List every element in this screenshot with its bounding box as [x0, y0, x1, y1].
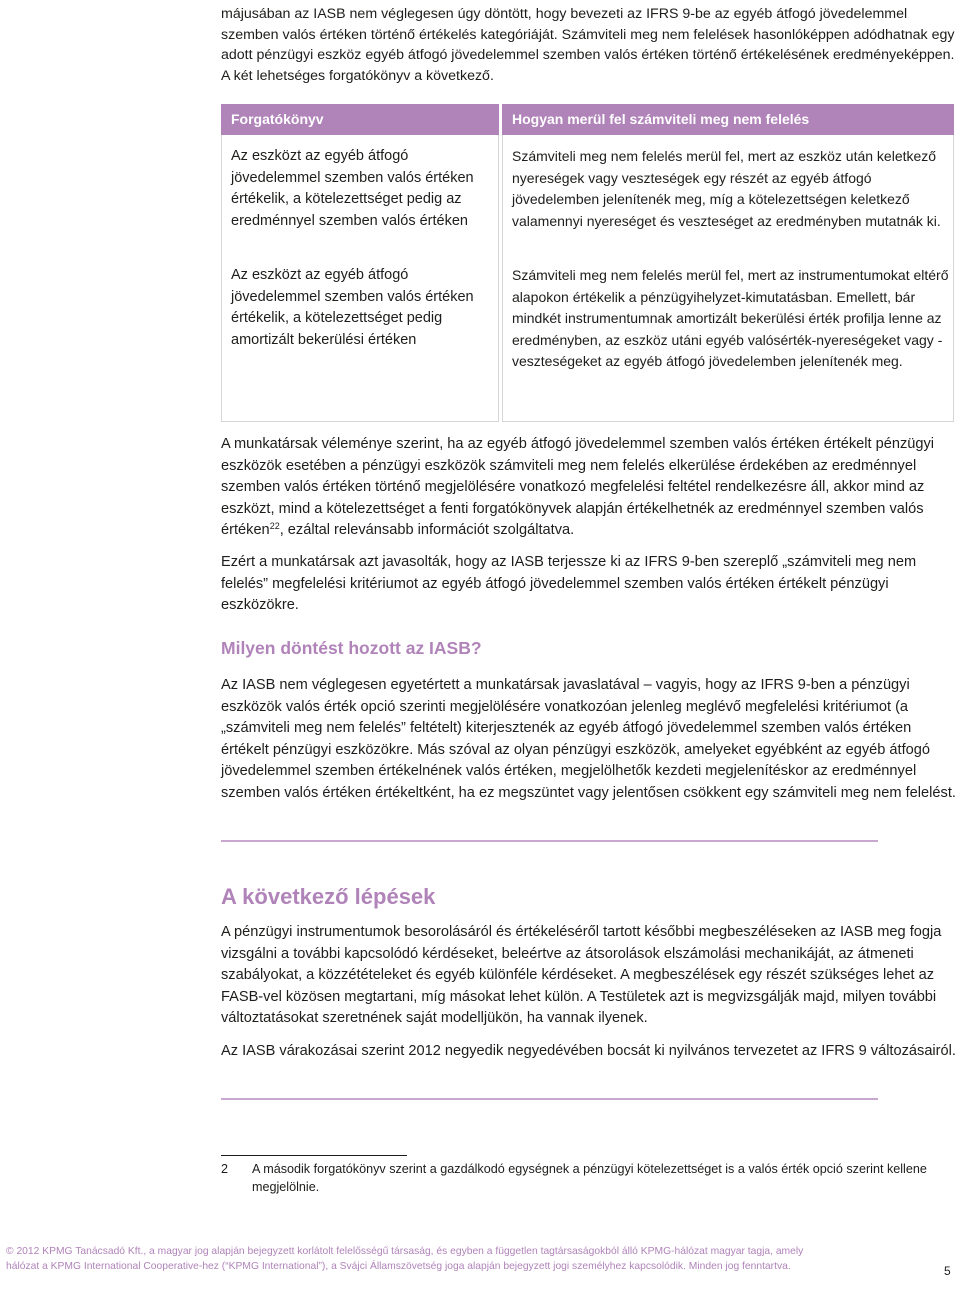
table-header-scenario: Forgatókönyv	[221, 104, 499, 135]
next-steps-heading: A következő lépések	[221, 884, 436, 909]
table-cell-mismatch-2: Számviteli meg nem felelés merül fel, mert az instrumentumokat eltérő alapokon értékelik a pénzügyihelyzet-kimutatásban. Emellett, bár mindkét instrumentumnak amortizált bekerülési érték profilja lenne az eredményben, az eszköz utáni egyéb valósérték-nyereségeket vagy -veszteségeket az egyéb átfogó jövedelemben jelenítenék meg.	[512, 267, 949, 370]
page-number: 5	[944, 1264, 951, 1278]
publication-paragraph: Az IASB várakozásai szerint 2012 negyedik negyedévében bocsát ki nyilvános tervezetet az IFRS 9 változásairól.	[221, 1043, 956, 1059]
footnote-text: A második forgatókönyv szerint a gazdálkodó egységnek a pénzügyi kötelezettséget is a valós érték opció szerint kellene megjelölnie.	[252, 1162, 927, 1194]
decision-paragraph: Az IASB nem véglegesen egyetértett a munkatársak javaslatával – vagyis, hogy az IFRS 9-ben a pénzügyi eszközök valós érték opció szerinti megjelölésére vonatkozóan jelenleg meglévő megfelelési kritériumot (a „számviteli meg nem felelés” feltételt) kiterjesztenék az egyéb átfogó jövedelemmel szemben valós értéken értékelt pénzügyi eszközökre. Más szóval az olyan pénzügyi eszközök, amelyeket egyébként az egyéb átfogó jövedelemmel szemben értékelnének valós értéken, megjelölhetők kezdeti megjelenítéskor az eredménnyel szemben valós értéken értékeltként, ha ez megszüntet vagy jelentősen csökkent egy számviteli meg nem felelést.	[221, 677, 956, 801]
table-cell-mismatch-1: Számviteli meg nem felelés merül fel, mert az eszköz után keletkező nyereségek vagy veszteségek egy részét az egyéb átfogó jövedelemben jelenítenék meg, míg a kötelezettségen keletkező valamennyi nyereséget és veszteséget az eredményben mutatnák ki.	[512, 148, 941, 229]
table-cell-scenario-1: Az eszközt az egyéb átfogó jövedelemmel szemben valós értéken értékelik, a kötelezettséget pedig az eredménnyel szemben valós értéken	[231, 148, 474, 229]
table-header-mismatch: Hogyan merül fel számviteli meg nem felelés	[502, 104, 954, 135]
staff-view-paragraph	[221, 434, 956, 542]
staff-proposal-paragraph: Ezért a munkatársak azt javasolták, hogy az IASB terjessze ki az IFRS 9-ben szereplő „számviteli meg nem felelés” megfelelési kritériumot az egyéb átfogó jövedelemmel szemben valós értéken értékelt pénzügyi eszközökre.	[221, 554, 917, 614]
staff-view-text: A munkatársak véleménye szerint, ha az egyéb átfogó jövedelemmel szemben valós értéken értékelt pénzügyi eszközök esetében a pénzügyi eszközök számviteli meg nem felelés elkerülése érdekében az eredménnyel szemben valós értéken történő megjelölésére vonatkozó megfelelési feltétel rendelkezésre áll, akkor mind az eszközt, mind a kötelezettséget a fenti forgatókönyvek alapján értékelhetnék az eredménnyel szemben valós értéken	[221, 436, 935, 539]
section-divider	[221, 840, 878, 842]
footnote-number: 2	[221, 1162, 229, 1176]
footnote-reference[interactable]: 22	[269, 521, 280, 532]
scenario-table	[221, 104, 954, 422]
footnote-separator	[221, 1155, 407, 1156]
intro-paragraph: májusában az IASB nem véglegesen úgy döntött, hogy bevezeti az IFRS 9-be az egyéb átfogó jövedelemmel szemben valós értéken történő értékelés kategóriáját. Számviteli meg nem felelések hasonlóképpen adódhatnak egy adott pénzügyi eszköz egyéb átfogó jövedelemmel szemben valós értéken történő értékelésének eredményeképpen. A két lehetséges forgatókönyv a következő.	[221, 6, 955, 84]
decision-heading: Milyen döntést hozott az IASB?	[221, 638, 482, 658]
section-divider	[221, 1098, 878, 1100]
copyright-footer: © 2012 KPMG Tanácsadó Kft., a magyar jog alapján bejegyzett korlátolt felelősségű társaság, és egyben a független tagtársaságokból álló KPMG-hálózat magyar tagja, amely hálózat a KPMG International Cooperative-hez (“KPMG International”), a Svájci Államszövetség joga alapján bejegyzett jogi személyhez kapcsolódik. Minden jog fenntartva.	[6, 1246, 804, 1273]
footnote	[221, 1161, 956, 1196]
table-cell-scenario-2: Az eszközt az egyéb átfogó jövedelemmel szemben valós értéken értékelik, a kötelezettséget pedig amortizált bekerülési értéken	[231, 267, 474, 348]
next-steps-paragraph: A pénzügyi instrumentumok besorolásáról és értékeléséről tartott későbbi megbeszéléseken az IASB meg fogja vizsgálni a további kapcsolódó kérdéseket, beleértve az átsorolások elszámolási mechanikáját, az átmeneti szabályokat, a közzétételeket és egyéb különféle kérdéseket. A megbeszélések egy részét szükséges lehet az FASB-vel közösen megtartani, míg másokat lehet külön. A Testületek azt is megvizsgálják majd, milyen további változtatásokat szeretnének saját modelljükön, ha vannak ilyenek.	[221, 924, 942, 1027]
staff-view-text-end: , ezáltal relevánsabb információt szolgáltatva.	[279, 522, 575, 539]
